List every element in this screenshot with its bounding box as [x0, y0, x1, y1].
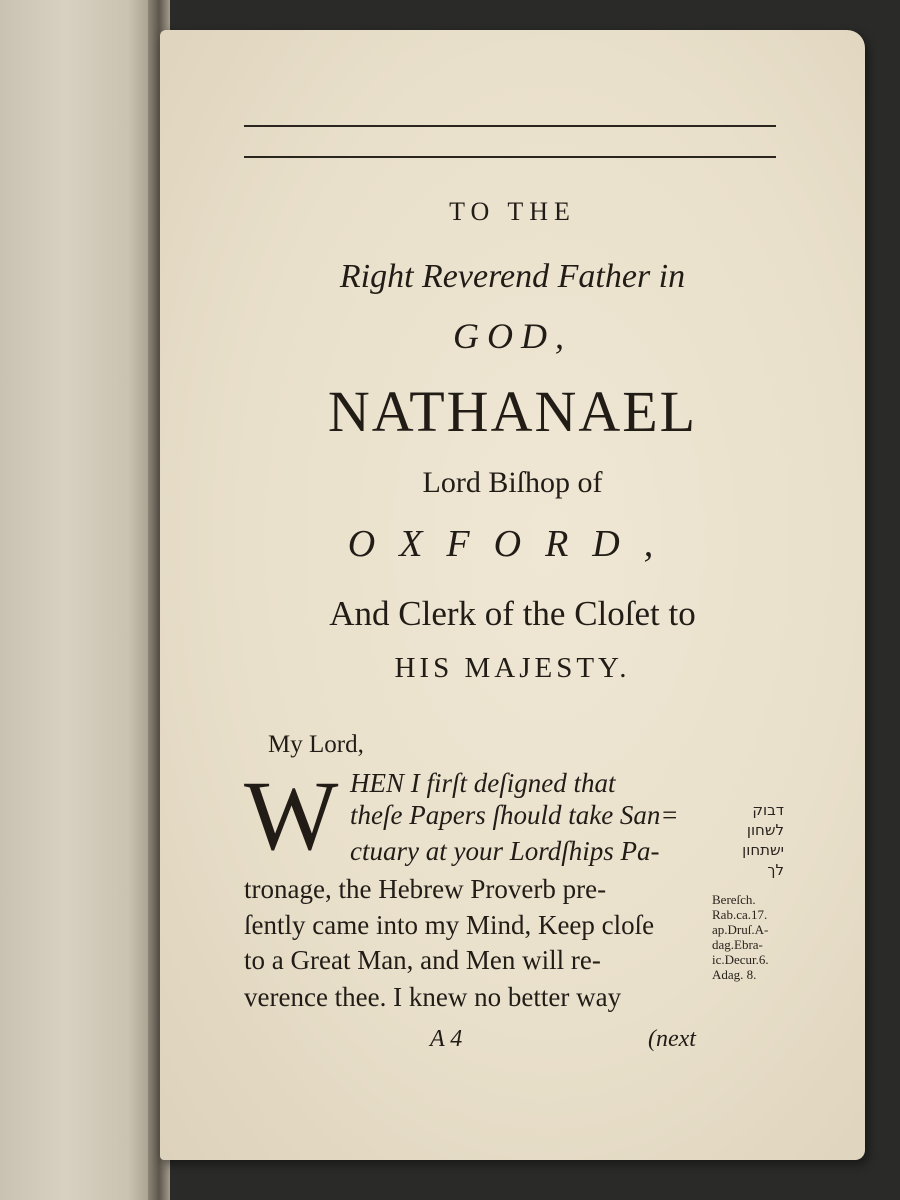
- salutation: My Lord,: [268, 731, 364, 758]
- dedication-lord-bishop: Lord Biſhop of: [422, 466, 603, 499]
- text-line-4: tronage, the Hebrew Proverb pre-: [244, 874, 607, 904]
- reference-line: Adag. 8.: [712, 967, 757, 982]
- reference-line: ap.Druſ.A-: [712, 922, 769, 937]
- hebrew-line: לשחון: [746, 821, 784, 839]
- text-line-5: ſently came into my Mind, Keep cloſe: [244, 910, 655, 940]
- dedication-god: GOD,: [453, 316, 572, 356]
- hebrew-line: ישתחון: [742, 841, 784, 859]
- dedication-to-the: TO THE: [449, 197, 576, 226]
- hebrew-line: לך: [767, 861, 784, 879]
- hebrew-line: דבוק: [752, 801, 784, 819]
- reference-line: dag.Ebra-: [712, 937, 763, 952]
- signature-mark: A 4: [430, 1026, 463, 1052]
- dedication-right-reverend: Right Reverend Father in: [339, 258, 686, 295]
- left-page: [0, 0, 160, 1200]
- dedicatee-name: NATHANAEL: [327, 379, 698, 444]
- text-line-2: theſe Papers ſhould take San=: [350, 800, 679, 830]
- top-rule: [244, 125, 776, 127]
- dedication-majesty: HIS MAJESTY.: [394, 652, 631, 684]
- hebrew-marginal-note: [736, 800, 784, 880]
- reference-line: Rab.ca.17.: [712, 907, 768, 922]
- right-page: [160, 30, 865, 1160]
- text-line-7: verence thee. I knew no better way: [244, 982, 622, 1012]
- reference-line: ic.Decur.6.: [712, 952, 769, 967]
- text-line-3: ctuary at your Lordſhips Pa-: [350, 836, 660, 866]
- marginal-reference: [712, 892, 769, 982]
- text-line-1: HEN I firſt deſigned that: [350, 768, 616, 798]
- dedication-clerk: And Clerk of the Cloſet to: [329, 594, 696, 633]
- drop-cap: W: [244, 760, 339, 871]
- catchword: (next: [648, 1026, 696, 1052]
- dedication-oxford: OXFORD,: [347, 523, 678, 565]
- reference-line: Bereſch.: [712, 892, 756, 907]
- second-rule: [244, 156, 776, 158]
- text-line-6: to a Great Man, and Men will re-: [244, 945, 601, 975]
